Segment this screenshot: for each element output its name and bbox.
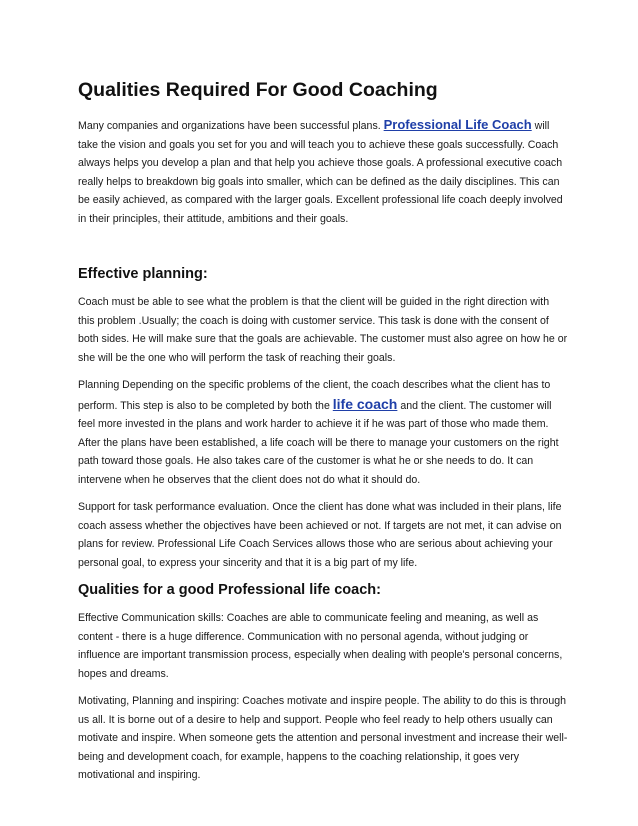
section-heading-qualities: Qualities for a good Professional life coach:: [78, 582, 381, 598]
section-spacer: [78, 237, 568, 265]
planning-paragraph-3: Support for task performance evaluation. Once the client has done what was included in their plans, life coach assess whether the objectives have been achieved or not. If targets are not met, it can advise on plans for review. Professional Life Coach Services allows those who are serious about achieving your personal goal, to express your sincerity and that it is a big part of my life.: [78, 501, 562, 569]
section-heading-effective-planning: Effective planning:: [78, 266, 208, 282]
intro-text-before: Many companies and organizations have been successful plans.: [78, 120, 384, 132]
planning-text-after: and the client. The customer will feel more invested in the plans and work harder to achieve it if he was part of those who made them. After the plans have been established, a life coach will be there to manage your customers on the right path toward those goals. He also takes care of the customer is what he or she needs to do. It can intervene when he observes that the client does not do what it should do.: [78, 399, 559, 486]
planning-text-before: Planning Depending on the specific problems of the client, the coach describes what the client has to perform. This step is also to be completed by both the: [78, 379, 551, 412]
document-page: [78, 78, 568, 794]
qualities-paragraph-1: Effective Communication skills: Coaches are able to communicate feeling and meaning, as well as content - there is a huge difference. Communication with no personal agenda, without judging or influence are important transmission process, especially when dealing with people's personal concerns, hopes and dreams.: [78, 612, 563, 680]
planning-paragraph-1: Coach must be able to see what the problem is that the client will be guided in the right direction with this problem .Usually; the coach is doing with customer service. This task is done with the consent of both sides. He will make sure that the goals are achievable. The customer must also agree on how he or she will be the one who will perform the task of reaching their goals.: [78, 296, 568, 364]
page-title: Qualities Required For Good Coaching: [78, 79, 438, 101]
intro-text-after: will take the vision and goals you set for you and will teach you to achieve these goals successfully. Coach always helps you develop a plan and that help you achieve those goals. A professional executive coach really helps to breakdown big goals into smaller, which can be defined as the daily disciplines. This can be easily achieved, as compared with the larger goals. Excellent professional life coach deeply involved in their principles, their attitude, ambitions and their goals.: [78, 120, 563, 225]
intro-paragraph: [78, 116, 568, 228]
life-coach-link[interactable]: life coach: [332, 395, 398, 412]
qualities-paragraph-2: Motivating, Planning and inspiring: Coaches motivate and inspire people. The ability to do this is through us all. It is borne out of a desire to help and support. People who feel ready to help others usually can motivate and inspire. When someone gets the attention and personal investment and increase their well-being and development coach, for example, happens to the coaching relationship, it goes very motivational and inspiring.: [78, 695, 568, 781]
planning-paragraph-2: [78, 376, 568, 489]
professional-life-coach-link[interactable]: Professional Life Coach: [383, 117, 532, 132]
